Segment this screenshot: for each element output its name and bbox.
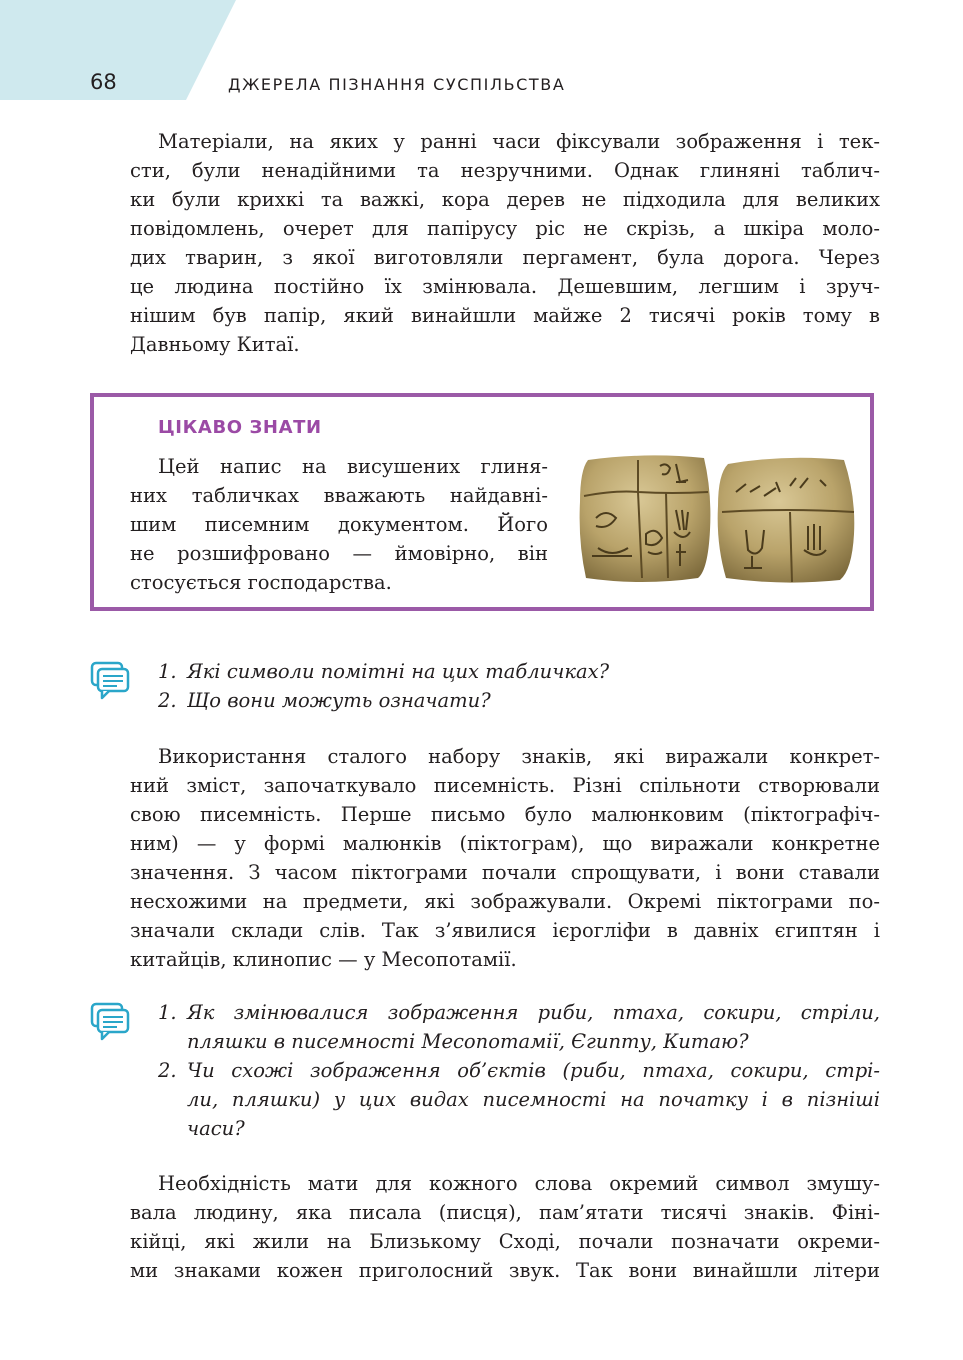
text-line: Матеріали, на яких у ранні часи фіксували зображення і тек- — [158, 130, 880, 153]
speech-bubbles-icon — [90, 1001, 130, 1041]
question-text-line: ли, пляшки) у цих видах писемності на початку і в пізніші — [187, 1088, 880, 1111]
question-item — [158, 1056, 880, 1143]
text-line: них табличках вважають найдавні- — [130, 484, 548, 507]
text-line: Використання сталого набору знаків, які виражали конкрет- — [158, 745, 880, 768]
fact-box-text — [130, 452, 548, 597]
running-title: ДЖЕРЕЛА ПІЗНАННЯ СУСПІЛЬСТВА — [228, 75, 566, 94]
question-number: 2. — [158, 1059, 177, 1082]
text-line: значення. З часом піктограми почали спрощувати, і вони ставали — [130, 861, 880, 884]
text-line: кійці, які жили на Близькому Сході, почали позначати окреми- — [130, 1230, 880, 1253]
text-line: свою писемність. Перше письмо було малюнковим (піктографіч- — [130, 803, 880, 826]
text-line: нішим був папір, який винайшли майже 2 тисячі років тому в — [130, 304, 880, 327]
page-number: 68 — [90, 70, 117, 94]
clay-tablets-image — [576, 452, 858, 584]
text-line: сти, були ненадійними та незручними. Однак глиняні таблич- — [130, 159, 880, 182]
text-line: шим писемним документом. Його — [130, 513, 548, 536]
text-line: Цей напис на висушених глиня- — [158, 455, 548, 478]
header-corner-band — [0, 0, 236, 100]
paragraph-writing — [130, 742, 880, 974]
tablet-right — [718, 458, 855, 583]
text-line: Необхідність мати для кожного слова окремий символ змушу- — [158, 1172, 880, 1195]
text-line: ки були крихкі та важкі, кора дерев не підходила для великих — [130, 188, 880, 211]
text-line: Давньому Китаї. — [130, 333, 300, 356]
text-line: не розшифровано — ймовірно, він — [130, 542, 548, 565]
text-line: дих тварин, з якої виготовляли пергамент, була дорога. Через — [130, 246, 880, 269]
text-line: повідомлень, очерет для папірусу ріс не скрізь, а шкіра моло- — [130, 217, 880, 240]
question-text: Які символи помітні на цих табличках? — [187, 660, 610, 683]
question-text-line: Чи схожі зображення об’єктів (риби, птаха, сокири, стрі- — [187, 1059, 880, 1082]
text-line: ний зміст, започаткувало писемність. Різні спільноти створювали — [130, 774, 880, 797]
question-item — [158, 686, 880, 715]
question-text-line: Як змінювалися зображення риби, птаха, сокири, стріли, — [187, 1001, 880, 1024]
tablet-left — [580, 455, 711, 582]
text-line: ним) — у формі малюнків (піктограм), що виражали конкретне — [130, 832, 880, 855]
text-line: вала людину, яка писала (писця), пам’ятати тисячі знаків. Фіні- — [130, 1201, 880, 1224]
fact-box-title: ЦІКАВО ЗНАТИ — [158, 417, 322, 438]
question-text: Що вони можуть означати? — [187, 689, 491, 712]
question-number: 2. — [158, 689, 177, 712]
text-line: ми знаками кожен приголосний звук. Так вони винайшли літери — [130, 1259, 880, 1282]
paragraph-phoenicians — [130, 1169, 880, 1285]
paragraph-materials — [130, 127, 880, 359]
speech-bubbles-icon — [90, 660, 130, 700]
questions-list-2 — [158, 998, 880, 1143]
question-item — [158, 998, 880, 1056]
questions-list-1 — [158, 657, 880, 715]
text-line: це людина постійно їх змінювала. Дешевшим, легшим і зруч- — [130, 275, 880, 298]
question-text-line: пляшки в писемності Месопотамії, Єгипту, Китаю? — [187, 1030, 749, 1053]
question-number: 1. — [158, 660, 177, 683]
text-line: китайців, клинопис — у Месопотамії. — [130, 948, 517, 971]
text-line: несхожими на предмети, які зображували. Окремі піктограми по- — [130, 890, 880, 913]
question-item — [158, 657, 880, 686]
text-line: значали склади слів. Так з’явилися ієрогліфи в давніх єгиптян і — [130, 919, 880, 942]
question-number: 1. — [158, 1001, 177, 1024]
question-text-line: часи? — [187, 1117, 245, 1140]
text-line: стосується господарства. — [130, 571, 392, 594]
